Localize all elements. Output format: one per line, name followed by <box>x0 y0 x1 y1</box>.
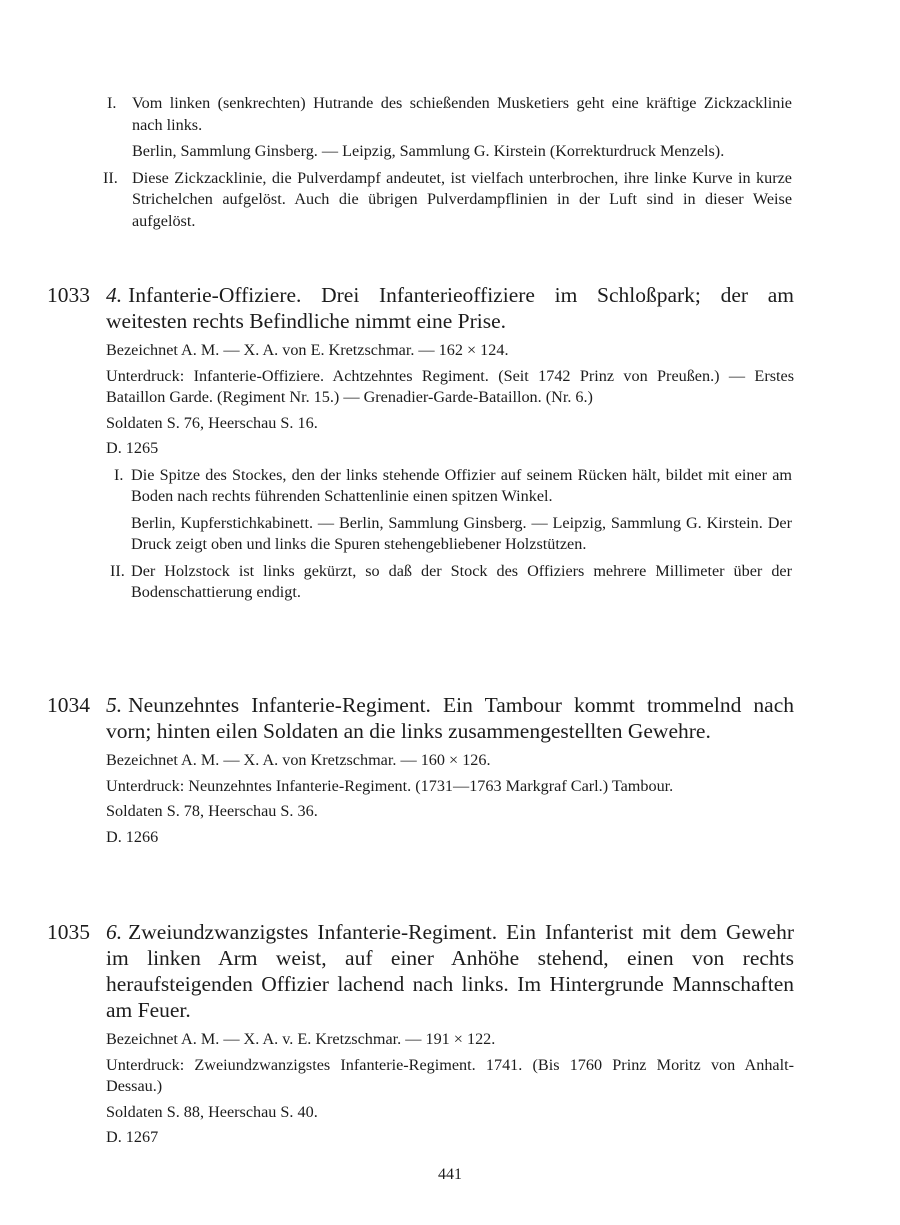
variant-text: Die Spitze des Stockes, den der links stehende Offizier auf seinem Rücken hält, bildet mit einer am Boden nach rechts führenden Schattenlinie einen spitzen Winkel. <box>131 465 792 505</box>
variant-number: II. <box>103 168 118 187</box>
entry-imprint: Unterdruck: Zweiundzwanzigstes Infanterie-Regiment. 1741. (Bis 1760 Prinz Moritz von Anhalt-Dessau.) <box>106 1055 794 1095</box>
entry-number: 1035 <box>47 920 90 944</box>
previous-entry-variants <box>0 93 900 232</box>
variant-collections: Berlin, Sammlung Ginsberg. — Leipzig, Sammlung G. Kirstein (Korrekturdruck Menzels). <box>132 142 725 160</box>
variant-text: Diese Zickzacklinie, die Pulverdampf andeutet, ist vielfach unterbrochen, ihre linke Kurve in kurze Strichelchen aufgelöst. Auch die übrigen Pulverdampflinien in der Luft sind in dieser Weise aufgelöst. <box>132 168 792 230</box>
plate-number: 6. <box>106 920 123 944</box>
plate-number: 4. <box>106 283 123 307</box>
entry-number: 1034 <box>47 693 90 717</box>
entry-references: Soldaten S. 76, Heerschau S. 16. <box>106 413 318 432</box>
plate-number: 5. <box>106 693 123 717</box>
variant-state <box>0 168 792 233</box>
entry-d-number: D. 1265 <box>106 439 159 457</box>
variant-text: Vom linken (senkrechten) Hutrande des schießenden Musketiers geht eine kräftige Zickzacklinie nach links. <box>132 94 792 134</box>
variant-number: I. <box>114 465 124 484</box>
entry-number: 1033 <box>47 283 90 307</box>
variant-state <box>0 93 792 163</box>
entry-references: Soldaten S. 78, Heerschau S. 36. <box>106 802 318 820</box>
variant-state <box>0 465 792 556</box>
entry-signature: Bezeichnet A. M. — X. A. von E. Kretzschmar. — 162 × 124. <box>106 341 509 359</box>
catalog-entry-1035 <box>0 919 900 1149</box>
entry-signature: Bezeichnet A. M. — X. A. v. E. Kretzschmar. — 191 × 122. <box>106 1030 496 1048</box>
entry-heading <box>0 919 794 1023</box>
entry-variants <box>0 465 900 604</box>
entry-heading <box>0 692 794 744</box>
catalog-entry-1034 <box>0 692 900 848</box>
entry-imprint: Unterdruck: Neunzehntes Infanterie-Regiment. (1731—1763 Markgraf Carl.) Tambour. <box>106 776 674 795</box>
entry-signature: Bezeichnet A. M. — X. A. von Kretzschmar. — 160 × 126. <box>106 751 491 769</box>
variant-number: I. <box>107 94 117 112</box>
variant-collections: Berlin, Kupferstichkabinett. — Berlin, Sammlung Ginsberg. — Leipzig, Sammlung G. Kirstein. Der Druck zeigt oben und links die Spuren stehengebliebener Holzstützen. <box>131 513 792 553</box>
entry-heading <box>0 282 794 334</box>
entry-title: Infanterie-Offiziere. Drei Infanterieoffiziere im Schloßpark; der am weitesten rechts Befindliche nimmt eine Prise. <box>106 283 794 333</box>
entry-title: Zweiundzwanzigstes Infanterie-Regiment. Ein Infanterist mit dem Gewehr im linken Arm weist, auf einer Anhöhe stehend, einen von rechts heraufsteigenden Offizier lachend nach links. Im Hintergrunde Mannschaften am Feuer. <box>106 920 794 1022</box>
entry-d-number: D. 1267 <box>106 1128 159 1146</box>
variant-state <box>0 561 792 604</box>
catalog-entry-1033 <box>0 282 900 604</box>
variant-text: Der Holzstock ist links gekürzt, so daß der Stock des Offiziers mehrere Millimeter über der Bodenschattierung endigt. <box>131 561 792 601</box>
entry-title: Neunzehntes Infanterie-Regiment. Ein Tambour kommt trommelnd nach vorn; hinten eilen Soldaten an die links zusammengestellten Gewehre. <box>106 693 794 743</box>
page-number: 441 <box>438 1166 462 1183</box>
entry-d-number: D. 1266 <box>106 827 159 846</box>
variant-number: II. <box>110 561 125 580</box>
entry-imprint: Unterdruck: Infanterie-Offiziere. Achtzehntes Regiment. (Seit 1742 Prinz von Preußen.) — Erstes Bataillon Garde. (Regiment Nr. 15.) — Grenadier-Garde-Bataillon. (Nr. 6.) <box>106 366 794 406</box>
entry-references: Soldaten S. 88, Heerschau S. 40. <box>106 1102 318 1121</box>
